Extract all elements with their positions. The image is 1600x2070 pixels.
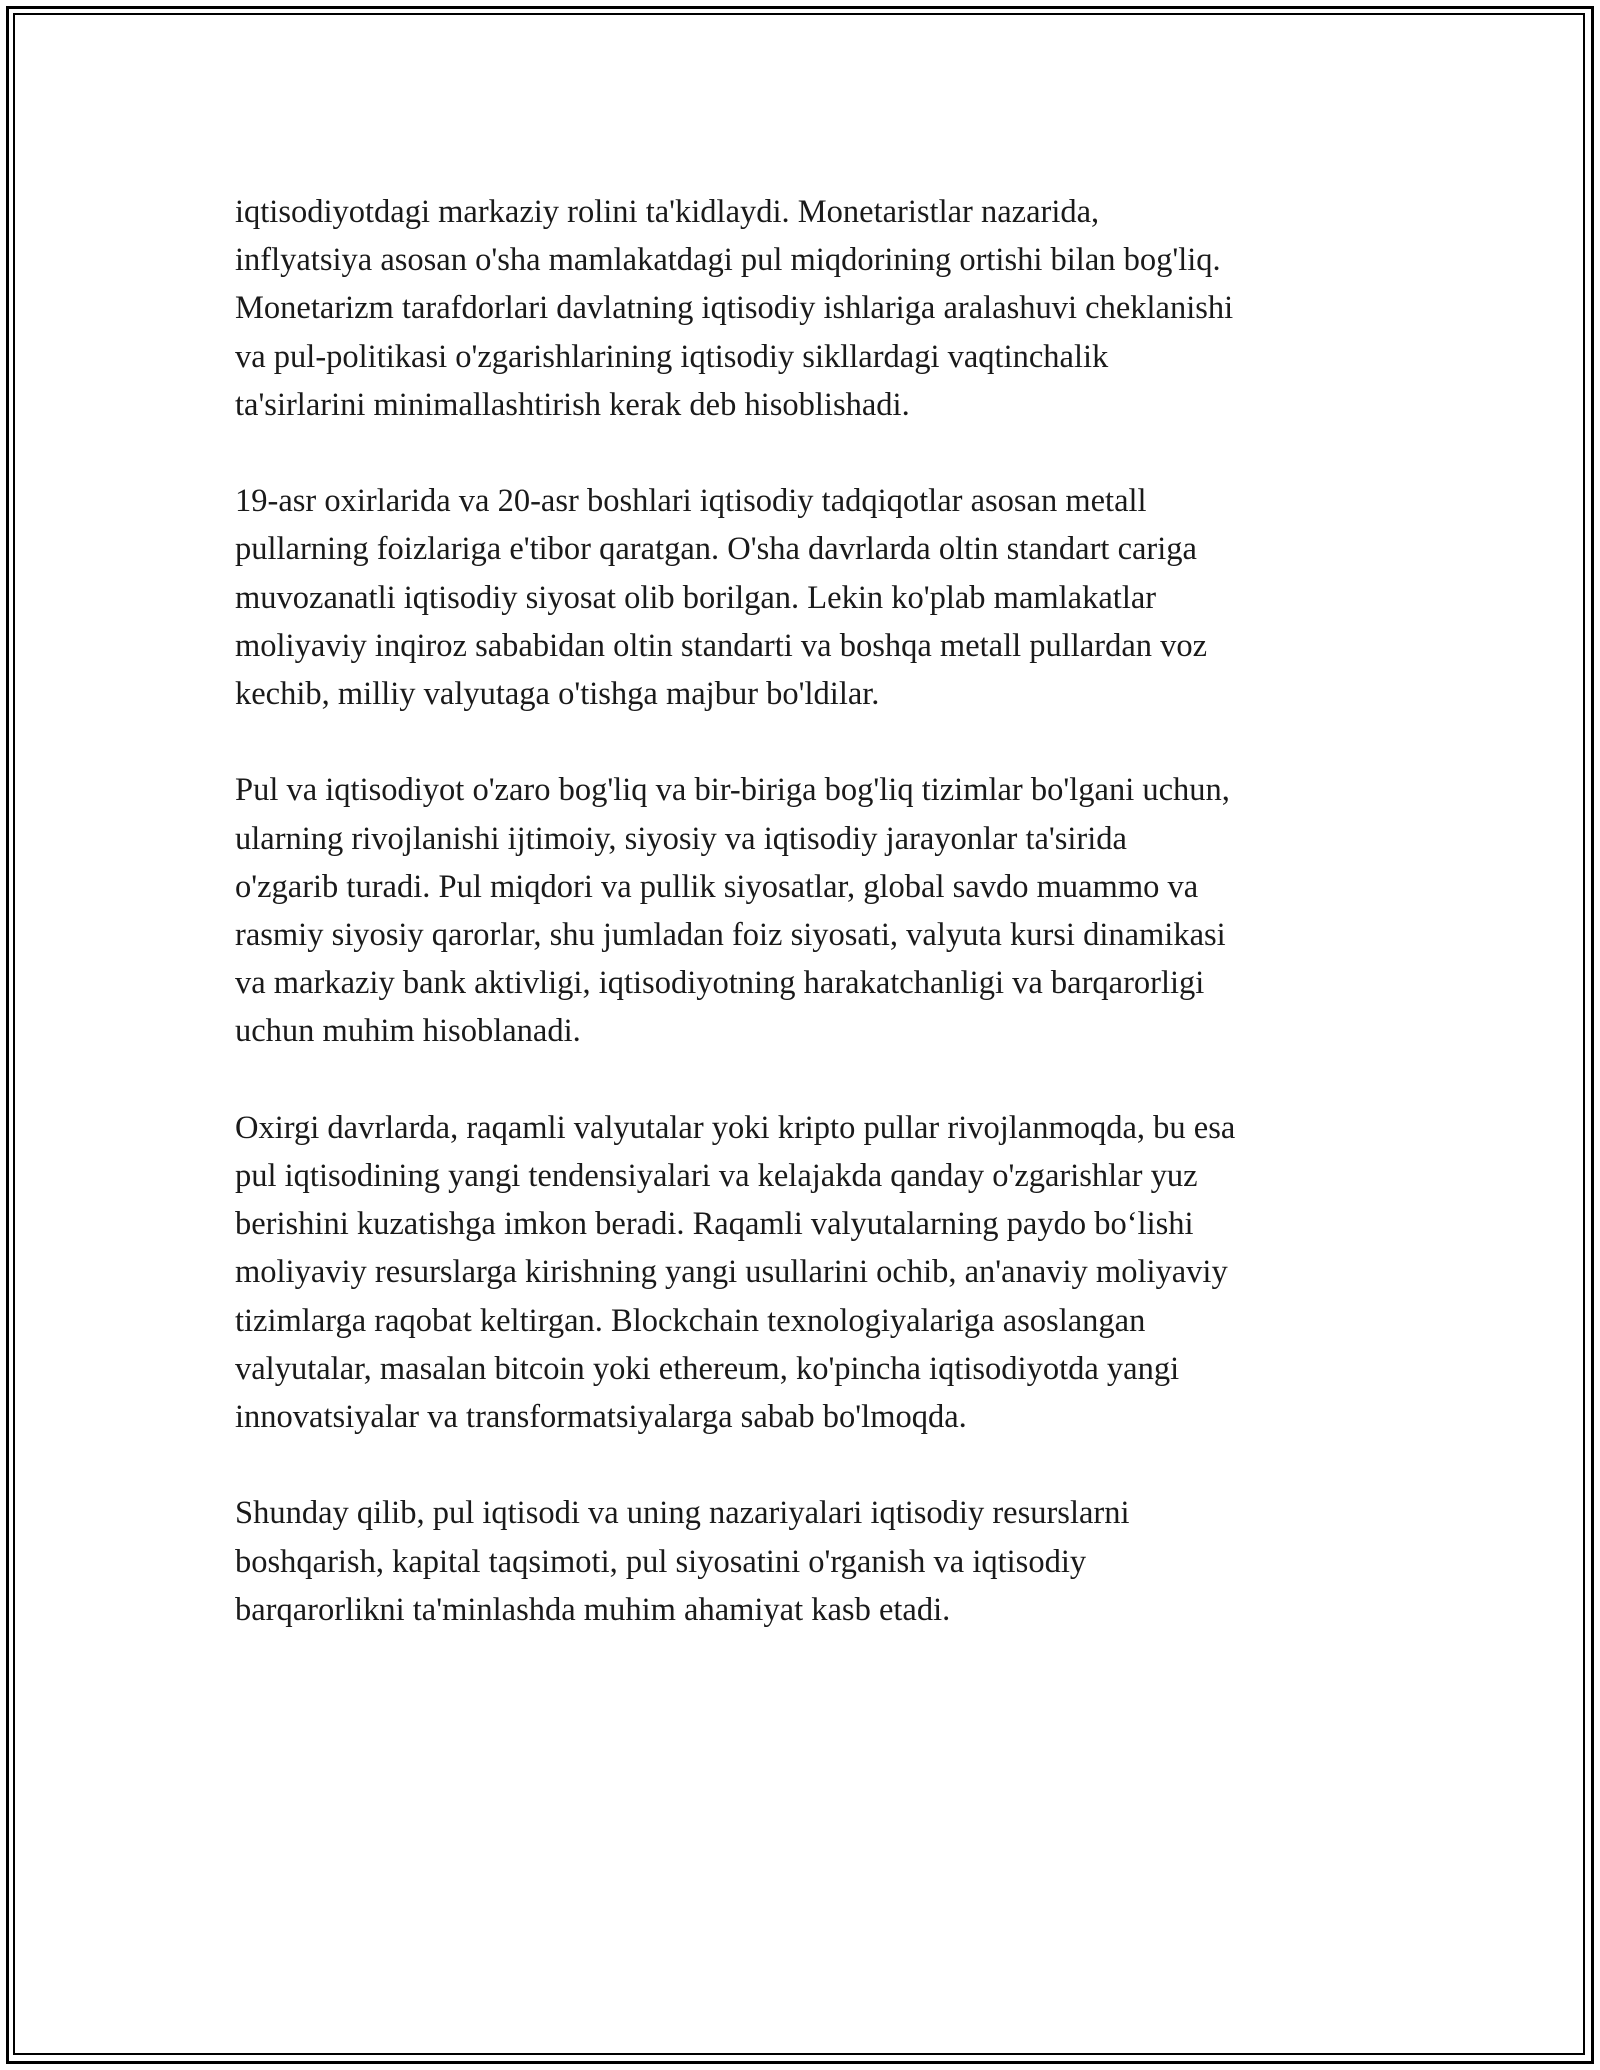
text-line: iqtisodiyotdagi markaziy rolini ta'kidlaydi. Monetaristlar nazarida, <box>235 194 1100 230</box>
text-line: pullarning foizlariga e'tibor qaratgan. O'sha davrlarda oltin standart cariga <box>235 531 1197 568</box>
text-line: Shunday qilib, pul iqtisodi va uning nazariyalari iqtisodiy resurslarni <box>235 1495 1130 1532</box>
text-line: barqarorlikni ta'minlashda muhim ahamiyat kasb etadi. <box>235 1591 951 1628</box>
text-line: kechib, milliy valyutaga o'tishga majbur bo'ldilar. <box>235 676 880 713</box>
paragraph-digital-currencies <box>235 1104 1375 1441</box>
paragraph-monetarism <box>235 188 1375 429</box>
document-body <box>235 188 1375 1682</box>
text-line: va pul-politikasi o'zgarishlarining iqtisodiy sikllardagi vaqtinchalik <box>235 338 1109 375</box>
text-line: inflyatsiya asosan o'sha mamlakatdagi pul miqdorining ortishi bilan bog'liq. <box>235 242 1221 279</box>
text-line: Pul va iqtisodiyot o'zaro bog'liq va bir-biriga bog'liq tizimlar bo'lgani uchun, <box>235 772 1230 809</box>
text-line: o'zgarib turadi. Pul miqdori va pullik siyosatlar, global savdo muammo va <box>235 868 1199 905</box>
text-line: uchun muhim hisoblanadi. <box>235 1013 581 1050</box>
text-line: innovatsiyalar va transformatsiyalarga sabab bo'lmoqda. <box>235 1399 967 1436</box>
text-line: valyutalar, masalan bitcoin yoki ethereum, ko'pincha iqtisodiyotda yangi <box>235 1350 1180 1387</box>
text-line: va markaziy bank aktivligi, iqtisodiyotning harakatchanligi va barqarorligi <box>235 965 1205 1002</box>
paragraph-money-economy <box>235 766 1375 1055</box>
paragraph-gold-standard <box>235 477 1375 718</box>
text-line: rasmiy siyosiy qarorlar, shu jumladan foiz siyosati, valyuta kursi dinamikasi <box>235 917 1226 954</box>
text-line: ularning rivojlanishi ijtimoiy, siyosiy va iqtisodiy jarayonlar ta'sirida <box>235 820 1127 857</box>
text-line: Monetarizm tarafdorlari davlatning iqtisodiy ishlariga aralashuvi cheklanishi <box>235 290 1234 327</box>
text-line: Oxirgi davrlarda, raqamli valyutalar yoki kripto pullar rivojlanmoqda, bu esa <box>235 1109 1236 1146</box>
text-line: moliyaviy inqiroz sababidan oltin standarti va boshqa metall pullardan voz <box>235 627 1208 664</box>
text-line: pul iqtisodining yangi tendensiyalari va kelajakda qanday o'zgarishlar yuz <box>235 1158 1198 1195</box>
text-line: berishini kuzatishga imkon beradi. Raqamli valyutalarning paydo bo‘lishi <box>235 1206 1194 1243</box>
text-line: boshqarish, kapital taqsimoti, pul siyosatini o'rganish va iqtisodiy <box>235 1543 1087 1580</box>
text-line: muvozanatli iqtisodiy siyosat olib borilgan. Lekin ko'plab mamlakatlar <box>235 579 1157 616</box>
text-line: moliyaviy resurslarga kirishning yangi usullarini ochib, an'anaviy moliyaviy <box>235 1254 1228 1291</box>
paragraph-conclusion <box>235 1489 1375 1634</box>
text-line: 19-asr oxirlarida va 20-asr boshlari iqtisodiy tadqiqotlar asosan metall <box>235 483 1147 520</box>
text-line: ta'sirlarini minimallashtirish kerak deb hisoblishadi. <box>235 386 910 423</box>
text-line: tizimlarga raqobat keltirgan. Blockchain texnologiyalariga asoslangan <box>235 1302 1146 1339</box>
